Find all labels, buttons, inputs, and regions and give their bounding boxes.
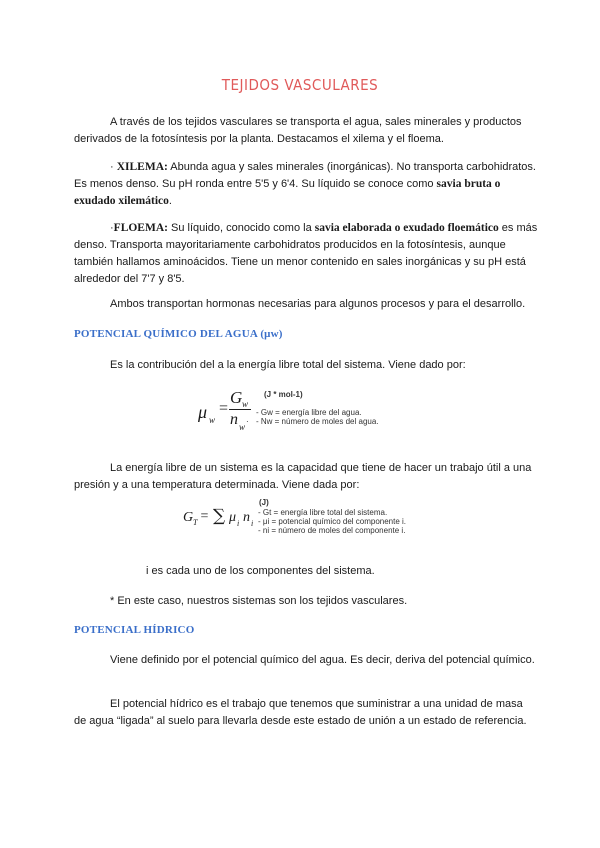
nota-paragraph: * En este caso, nuestros sistemas son los tejidos vasculares.	[110, 595, 408, 607]
formula2-mu: μ	[229, 510, 237, 525]
heading-potencial-quimico: POTENCIAL QUÍMICO DEL AGUA (μw)	[74, 328, 283, 340]
formula1-eq: =	[219, 400, 229, 417]
xilema-bold: savia bruta o exudado xilemático	[74, 178, 501, 207]
formula2-lhs-sub: T	[193, 518, 198, 527]
floema-text2: es más denso. Transporta mayoritariamente carbohidratos producidos en la fotosíntesis, aunque también hallamos aminoácidos. Tiene un menor contenido en sales inorgánicas y su pH está alrededor del 7'7 y 8'5.	[74, 222, 538, 285]
xilema-text: Abunda agua y sales minerales (inorgánicas). No transporta carbohidratos. Es menos denso. Su pH ronda entre 5'5 y 6'4. Su líquido se conoce como	[74, 161, 536, 190]
heading-potencial-hidrico: POTENCIAL HÍDRICO	[74, 624, 195, 636]
floema-bold: savia elaborada o exudado floemático	[314, 222, 499, 234]
floema-text1: Su líquido, conocido como la	[167, 222, 315, 234]
formula1-mu-sub: w	[209, 415, 216, 425]
formula1-den: n	[230, 411, 238, 428]
icada-paragraph: i es cada uno de los componentes del sistema.	[146, 565, 375, 577]
formula-energia-libre	[183, 498, 443, 540]
trabajo-paragraph: El potencial hídrico es el trabajo que tenemos que suministrar a una unidad de masa de agua “ligada” al suelo para llevarla desde este estado de unión a un estado de referencia.	[74, 698, 527, 727]
contribucion-paragraph: Es la contribución del a la energía libre total del sistema. Viene dado por:	[110, 359, 466, 371]
formula2-n: n	[243, 510, 250, 525]
energia-paragraph: La energía libre de un sistema es la capacidad que tiene de hacer un trabajo útil a una presión y a una temperatura determinada. Viene dada por:	[74, 462, 532, 491]
formula1-fraction-bar	[229, 409, 251, 410]
formula1-note-1: - Gw = energía libre del agua.	[256, 408, 362, 417]
formula2-eq: =	[197, 509, 212, 524]
formula1-num: G	[230, 388, 243, 407]
formula2-note-1: - Gt = energía libre total del sistema.	[258, 508, 388, 517]
formula1-num-sub: w	[242, 399, 249, 409]
formula2-n-sub: i	[251, 519, 254, 528]
formula2-units: (J)	[259, 498, 269, 507]
xilema-end: .	[168, 195, 172, 207]
formula-potencial-quimico	[198, 388, 428, 433]
xilema-term: XILEMA:	[116, 161, 168, 173]
formula1-den-sub: w	[239, 422, 246, 432]
formula2-sum: ∑	[213, 506, 226, 526]
floema-term: FLOEMA:	[113, 222, 168, 234]
formula2-note-3: - ni = número de moles del componente i.	[258, 526, 406, 535]
definido-paragraph: Viene definido por el potencial químico del agua. Es decir, deriva del potencial químico.	[110, 654, 535, 666]
floema-paragraph	[74, 220, 538, 288]
ambos-paragraph: Ambos transportan hormonas necesarias para algunos procesos y para el desarrollo.	[110, 298, 526, 310]
formula2-mu-sub: i	[237, 519, 240, 528]
formula1-note-2: - Nw = número de moles del agua.	[256, 417, 379, 426]
intro-paragraph: A través de los tejidos vasculares se transporta el agua, sales minerales y productos derivados de la fotosíntesis por la planta. Destacamos el xilema y el floema.	[74, 116, 522, 145]
formula2-lhs: G	[183, 510, 194, 525]
formula1-units: (J * mol-1)	[264, 390, 303, 399]
floema-bullet: ·	[110, 222, 114, 234]
formula2-note-2: - μi = potencial químico del componente i.	[258, 517, 407, 526]
page-title: TEJIDOS VASCULARES	[221, 76, 379, 94]
xilema-bullet: ·	[110, 161, 117, 173]
formula1-mu: μ	[198, 402, 208, 422]
formula1-den-tail: ·	[246, 417, 249, 426]
xilema-paragraph	[74, 159, 538, 210]
